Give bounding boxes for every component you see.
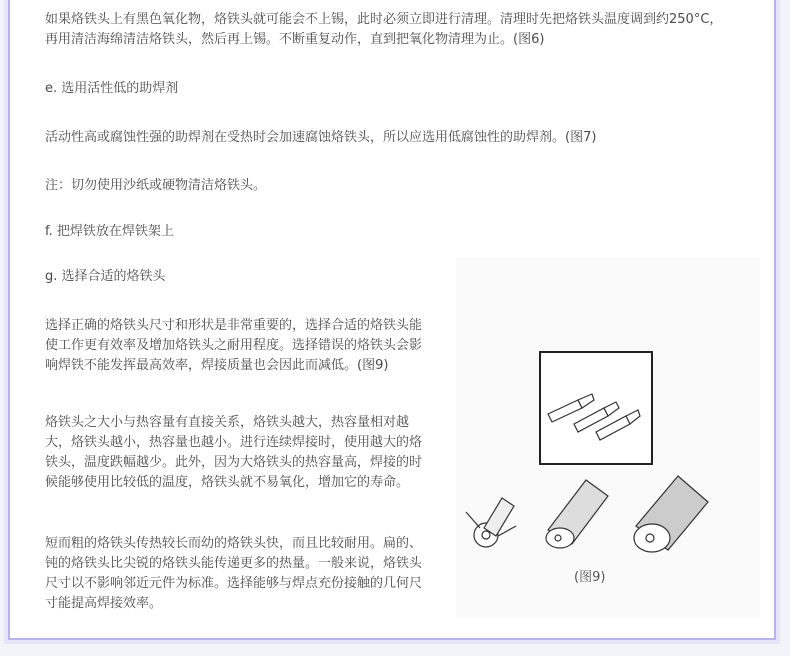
heading-f-holder: f. 把焊铁放在焊铁架上 <box>45 224 174 239</box>
soldering-tips-illustration <box>456 330 756 570</box>
paragraph-tip-choice: 选择正确的烙铁头尺寸和形状是非常重要的，选择合适的烙铁头能使工作更有效率及增加烙铁头之耐用程度。选择错误的烙铁头会影响焊铁不能发挥最高效率，焊接质量也会因此而减低。(图9) <box>45 318 423 373</box>
paragraph-oxide-cleaning: 如果烙铁头上有黑色氧化物，烙铁头就可能会不上锡，此时必须立即进行清理。清理时先把烙铁头温度调到约250°C，再用清洁海绵清洁烙铁头，然后再上锡。不断重复动作，直到把氧化物清理为止。(图6) <box>45 12 723 47</box>
paragraph-note: 注：切勿使用沙纸或硬物清洁烙铁头。 <box>45 178 267 193</box>
heading-e-flux: e. 选用活性低的助焊剂 <box>45 81 179 96</box>
figure-caption: (图9) <box>574 570 606 585</box>
paragraph-flux: 活动性高或腐蚀性强的助焊剂在受热时会加速腐蚀烙铁头，所以应选用低腐蚀性的助焊剂。(图7) <box>45 130 597 145</box>
heading-g-tip: g. 选择合适的烙铁头 <box>45 269 166 284</box>
paragraph-tip-shape: 短而粗的烙铁头传热较长而幼的烙铁头快，而且比较耐用。扁的、钝的烙铁头比尖锐的烙铁头能传递更多的热量。一般来说，烙铁头尺寸以不影响邻近元件为标准。选择能够与焊点充份接触的几何尺寸能提高焊接效率。 <box>45 536 423 611</box>
paragraph-tip-size: 烙铁头之大小与热容量有直接关系，烙铁头越大，热容量相对越大，烙铁头越小，热容量也越小。进行连续焊接时，使用越大的烙铁头，温度跌幅越少。此外，因为大烙铁头的热容量高，焊接的时候能够使用比较低的温度，烙铁头就不易氧化，增加它的寿命。 <box>45 415 423 490</box>
